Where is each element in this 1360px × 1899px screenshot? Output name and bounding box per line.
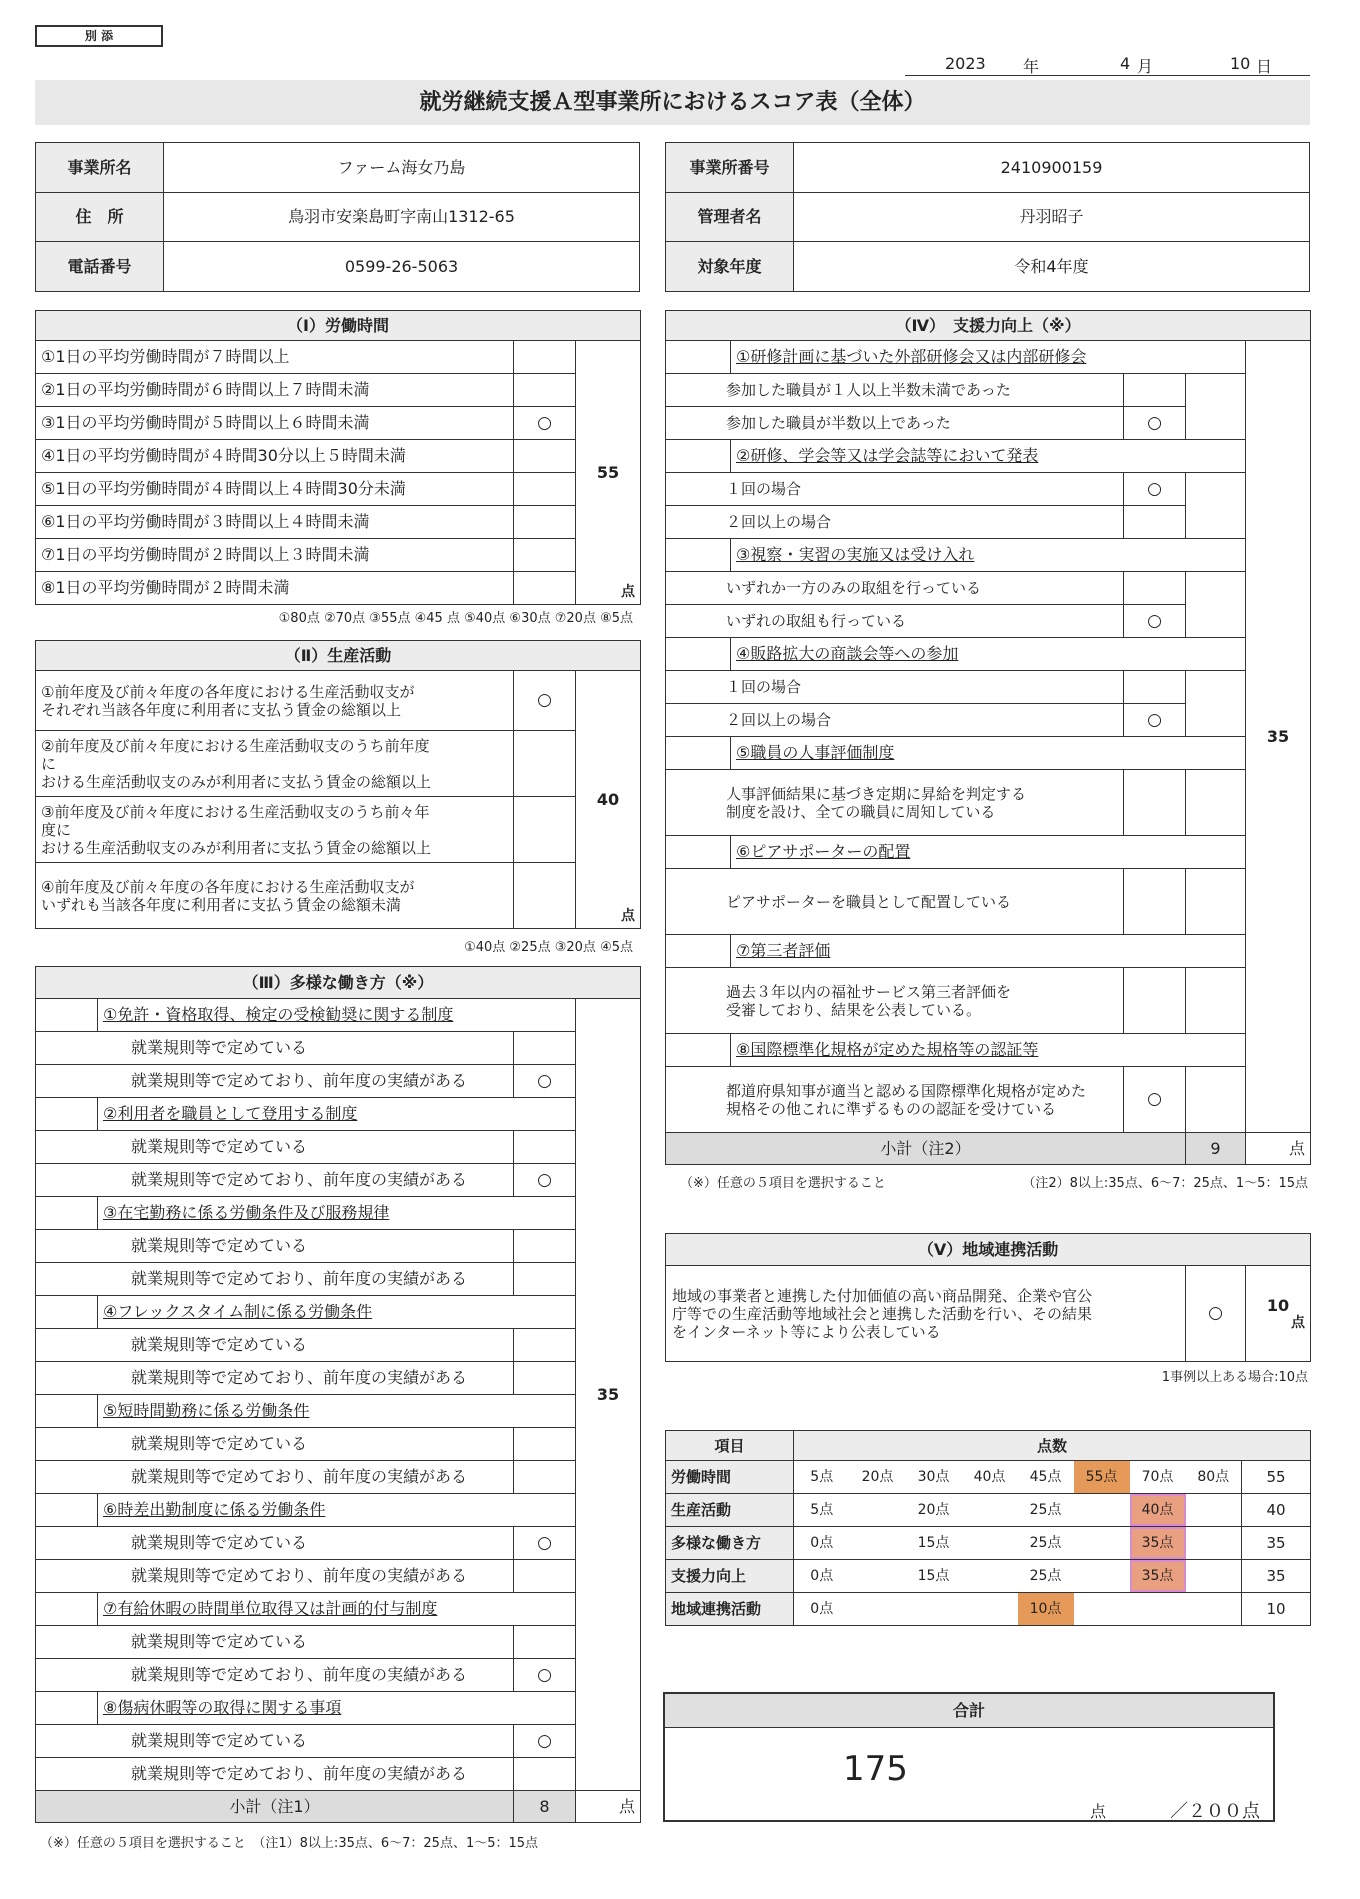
- list-item: [36, 1560, 641, 1593]
- criterion-text: 就業規則等で定めており、前年度の実績がある: [36, 1065, 514, 1098]
- summary-cell: [962, 1560, 1018, 1593]
- summary-total: 35: [1242, 1527, 1311, 1560]
- list-item: [666, 407, 1311, 440]
- summary-item-name: 労働時間: [666, 1461, 794, 1494]
- check-mark: [1124, 968, 1186, 1034]
- unit: 点: [1246, 1133, 1311, 1165]
- summary-cell: 25点: [1018, 1560, 1074, 1593]
- summary-cell: [962, 1527, 1018, 1560]
- summary-cell: 20点: [850, 1461, 906, 1494]
- list-item: [36, 341, 641, 374]
- criterion-text: 就業規則等で定めており、前年度の実績がある: [36, 1659, 514, 1692]
- summary-cell: 40点: [962, 1461, 1018, 1494]
- community-text: 地域の事業者と連携した付加価値の高い商品開発、企業や官公 庁等での生産活動等地域社会と連携した活動を行い、その結果 をインターネット等により公表している: [666, 1266, 1186, 1362]
- list-item: [36, 1527, 641, 1560]
- unit: 点: [576, 1791, 641, 1823]
- summary-cell: 35点: [1130, 1527, 1186, 1560]
- total-label: 合計: [665, 1694, 1273, 1728]
- check-mark: ○: [514, 1065, 576, 1098]
- subtotal-value: 9: [1186, 1133, 1246, 1165]
- blank-cell: [36, 1494, 98, 1527]
- summary-cell: [850, 1560, 906, 1593]
- criterion-text: ①1日の平均労働時間が７時間以上: [36, 341, 514, 374]
- criterion-text: １回の場合: [666, 671, 1124, 704]
- summary-total: 55: [1242, 1461, 1311, 1494]
- check-mark: [514, 440, 576, 473]
- list-item: [666, 1067, 1311, 1133]
- check-mark: [514, 506, 576, 539]
- criterion-text: 就業規則等で定めている: [36, 1032, 514, 1065]
- summary-cell: [1186, 1527, 1242, 1560]
- summary-cell: [906, 1593, 962, 1626]
- summary-total: 40: [1242, 1494, 1311, 1527]
- s3-note: （※）任意の５項目を選択すること （注1）8以上:35点、6〜7：25点、1〜5：15点: [40, 1836, 539, 1851]
- criterion-text: ⑤1日の平均労働時間が４時間以上４時間30分未満: [36, 473, 514, 506]
- check-mark: ○: [1124, 605, 1186, 638]
- score-cell: [1246, 341, 1311, 1133]
- s4-note1: （※）任意の５項目を選択すること: [680, 1176, 886, 1191]
- criterion-text: ピアサポーターを職員として配置している: [666, 869, 1124, 935]
- summary-item-name: 多様な働き方: [666, 1527, 794, 1560]
- summary-cell: 40点: [1130, 1494, 1186, 1527]
- s4-note2: （注2）8以上:35点、6〜7：25点、1〜5：15点: [1022, 1176, 1308, 1191]
- list-item: [36, 506, 641, 539]
- summary-cell: 0点: [794, 1560, 850, 1593]
- criterion-text: ③前年度及び前々年度における生産活動収支のうち前々年 度に おける生産活動収支のみが利用者に支払う賃金の総額以上: [36, 797, 514, 863]
- item-title: ⑤短時間勤務に係る労働条件: [98, 1395, 576, 1428]
- list-item: [666, 770, 1311, 836]
- section-title: （Ⅱ）生産活動: [36, 641, 641, 671]
- total-unit: 点: [1090, 1802, 1107, 1821]
- list-item: [36, 1164, 641, 1197]
- check-mark: ○: [514, 1659, 576, 1692]
- blank-cell: [666, 935, 731, 968]
- list-item: [666, 572, 1311, 605]
- check-mark: ○: [514, 1164, 576, 1197]
- check-mark: [514, 1263, 576, 1296]
- list-item: [36, 863, 641, 929]
- target-year: 令和4年度: [794, 242, 1310, 292]
- list-item: [36, 671, 641, 731]
- check-mark: [514, 863, 576, 929]
- list-item: [36, 1758, 641, 1791]
- item-title: ④フレックスタイム制に係る労働条件: [98, 1296, 576, 1329]
- criterion-text: 就業規則等で定めている: [36, 1725, 514, 1758]
- list-item: [36, 1032, 641, 1065]
- check-mark: [1124, 506, 1186, 539]
- summary-cell: 0点: [794, 1527, 850, 1560]
- office-number: 2410900159: [794, 143, 1310, 193]
- item-header: [666, 440, 1311, 473]
- criterion-text: ④前年度及び前々年度の各年度における生産活動収支が いずれも当該各年度に利用者に支払う賃金の総額未満: [36, 863, 514, 929]
- item-header: [666, 638, 1311, 671]
- summary-cell: 25点: [1018, 1494, 1074, 1527]
- summary-cell: [1186, 1593, 1242, 1626]
- check-mark: [514, 1230, 576, 1263]
- summary-cell: 5点: [794, 1494, 850, 1527]
- blank-cell: [36, 1692, 98, 1725]
- item-title: ⑦第三者評価: [731, 935, 1246, 968]
- date-day: 10: [1230, 54, 1251, 73]
- blank-cell: [666, 836, 731, 869]
- item-header: [36, 1098, 641, 1131]
- summary-cell: 25点: [1018, 1527, 1074, 1560]
- list-item: [666, 374, 1311, 407]
- item-title: ②利用者を職員として登用する制度: [98, 1098, 576, 1131]
- check-mark: [514, 572, 576, 605]
- section-title: （Ⅲ）多様な働き方（※）: [36, 967, 641, 999]
- item-title: ③視察・実習の実施又は受け入れ: [731, 539, 1246, 572]
- summary-cell: 45点: [1018, 1461, 1074, 1494]
- list-item: [36, 1659, 641, 1692]
- check-mark: [514, 341, 576, 374]
- list-item: [36, 407, 641, 440]
- list-item: [36, 1230, 641, 1263]
- subtotal-label: 小計（注1）: [36, 1791, 514, 1823]
- section-title: （Ⅰ）労働時間: [36, 311, 641, 341]
- section-community: （Ⅴ）地域連携活動 地域の事業者と連携した付加価値の高い商品開発、企業や官公 庁等での生産活動等地域社会と連携した活動を行い、その結果 をインターネット等により公表している ○ 10 点: [665, 1233, 1311, 1362]
- check-mark: ○: [1124, 407, 1186, 440]
- section-working-hours: [35, 310, 641, 605]
- summary-cell: 10点: [1018, 1593, 1074, 1626]
- check-mark: ○: [514, 1725, 576, 1758]
- attachment-badge: 別 添: [35, 25, 163, 47]
- check-mark: [1124, 572, 1186, 605]
- list-item: [36, 1461, 641, 1494]
- subtotal-row: [36, 1791, 641, 1823]
- item-header: [36, 1197, 641, 1230]
- criterion-text: 就業規則等で定めている: [36, 1329, 514, 1362]
- item-title: ⑥時差出勤制度に係る労働条件: [98, 1494, 576, 1527]
- section-score: 40: [596, 789, 620, 809]
- list-item: [36, 1626, 641, 1659]
- summary-cell: [850, 1494, 906, 1527]
- item-title: ⑦有給休暇の時間単位取得又は計画的付与制度: [98, 1593, 576, 1626]
- list-item: [36, 731, 641, 797]
- summary-cell: 0点: [794, 1593, 850, 1626]
- section-support-capacity: [665, 310, 1311, 1165]
- summary-cell: 15点: [906, 1560, 962, 1593]
- criterion-text: 過去３年以内の福祉サービス第三者評価を 受審しており、結果を公表している。: [666, 968, 1124, 1034]
- criterion-text: ２回以上の場合: [666, 506, 1124, 539]
- criterion-text: 就業規則等で定めており、前年度の実績がある: [36, 1362, 514, 1395]
- list-item: [36, 1131, 641, 1164]
- blank-cell: [36, 1593, 98, 1626]
- criterion-text: 参加した職員が半数以上であった: [666, 407, 1124, 440]
- item-header: [36, 1395, 641, 1428]
- score-cell: 40 点: [576, 671, 641, 929]
- summary-cell: [1186, 1494, 1242, 1527]
- check-mark: [514, 1461, 576, 1494]
- office-meta-table: 事業所番号 2410900159 管理者名 丹羽昭子 対象年度 令和4年度: [665, 142, 1310, 292]
- list-item: [666, 473, 1311, 506]
- blank-cell: [666, 737, 731, 770]
- blank-cell: [36, 1197, 98, 1230]
- blank-cell: [666, 1034, 731, 1067]
- date-month: 4: [1120, 54, 1131, 73]
- list-item: [36, 473, 641, 506]
- s1-note: ①80点 ②70点 ③55点 ④45 点 ⑤40点 ⑥30点 ⑦20点 ⑧5点: [278, 611, 633, 626]
- check-mark: [514, 374, 576, 407]
- item-title: ⑥ピアサポーターの配置: [731, 836, 1246, 869]
- item-header: [666, 341, 1311, 374]
- summary-item-name: 支援力向上: [666, 1560, 794, 1593]
- check-mark: [514, 539, 576, 572]
- item-title: ②研修、学会等又は学会誌等において発表: [731, 440, 1246, 473]
- office-name: ファーム海女乃島: [164, 143, 640, 193]
- summary-cell: [1074, 1527, 1130, 1560]
- item-header: [36, 999, 641, 1032]
- summary-header-score: 点数: [794, 1431, 1311, 1461]
- criterion-text: いずれか一方のみの取組を行っている: [666, 572, 1124, 605]
- summary-row: [666, 1527, 1311, 1560]
- blank-cell: [666, 440, 731, 473]
- criterion-text: ③1日の平均労働時間が５時間以上６時間未満: [36, 407, 514, 440]
- check-mark: [1124, 770, 1186, 836]
- section-score: 35: [1266, 726, 1290, 746]
- item-header: [666, 935, 1311, 968]
- total-max: ／２００点: [1170, 1801, 1260, 1822]
- list-item: [666, 506, 1311, 539]
- check-mark: [514, 1362, 576, 1395]
- item-header: [36, 1494, 641, 1527]
- item-title: ⑤職員の人事評価制度: [731, 737, 1246, 770]
- summary-cell: 15点: [906, 1527, 962, 1560]
- check-mark: ○: [1124, 473, 1186, 506]
- list-item: [36, 1065, 641, 1098]
- item-title: ①免許・資格取得、検定の受検勧奨に関する制度: [98, 999, 576, 1032]
- summary-cell: [850, 1527, 906, 1560]
- check-mark: [514, 1758, 576, 1791]
- item-header: [36, 1593, 641, 1626]
- summary-row: [666, 1560, 1311, 1593]
- subtotal-value: 8: [514, 1791, 576, 1823]
- summary-cell: [850, 1593, 906, 1626]
- total-value: 175: [843, 1749, 908, 1789]
- list-item: [666, 704, 1311, 737]
- summary-header-item: 項目: [666, 1431, 794, 1461]
- check-mark: [514, 473, 576, 506]
- subtotal-row: [666, 1133, 1311, 1165]
- blank-cell: [666, 539, 731, 572]
- list-item: [36, 1329, 641, 1362]
- criterion-text: ⑦1日の平均労働時間が２時間以上３時間未満: [36, 539, 514, 572]
- total-box: [663, 1692, 1275, 1822]
- score-summary-table: [665, 1430, 1311, 1626]
- item-title: ③在宅勤務に係る労働条件及び服務規律: [98, 1197, 576, 1230]
- list-item: [36, 1725, 641, 1758]
- check-mark: [1124, 671, 1186, 704]
- blank-cell: [36, 1098, 98, 1131]
- check-mark: ○: [514, 671, 576, 731]
- manager-name: 丹羽昭子: [794, 192, 1310, 242]
- summary-total: 35: [1242, 1560, 1311, 1593]
- list-item: [36, 440, 641, 473]
- score-cell: 55 点: [576, 341, 641, 605]
- summary-total: 10: [1242, 1593, 1311, 1626]
- criterion-text: ④1日の平均労働時間が４時間30分以上５時間未満: [36, 440, 514, 473]
- check-mark: ○: [514, 1527, 576, 1560]
- check-mark: [514, 1626, 576, 1659]
- score-cell: [576, 999, 641, 1791]
- summary-cell: [1074, 1494, 1130, 1527]
- item-header: [666, 836, 1311, 869]
- criterion-text: 就業規則等で定めており、前年度の実績がある: [36, 1164, 514, 1197]
- section-score: 55: [596, 462, 620, 482]
- office-tel: 0599-26-5063: [164, 242, 640, 292]
- check-mark: [514, 1131, 576, 1164]
- list-item: [666, 605, 1311, 638]
- section-score: 35: [596, 1384, 620, 1404]
- criterion-text: １回の場合: [666, 473, 1124, 506]
- summary-cell: 5点: [794, 1461, 850, 1494]
- criterion-text: 就業規則等で定めており、前年度の実績がある: [36, 1560, 514, 1593]
- criterion-text: 就業規則等で定めている: [36, 1230, 514, 1263]
- summary-cell: [962, 1593, 1018, 1626]
- item-title: ①研修計画に基づいた外部研修会又は内部研修会: [731, 341, 1246, 374]
- blank-cell: [666, 341, 731, 374]
- check-mark: [1124, 374, 1186, 407]
- page-title: 就労継続支援Ａ型事業所におけるスコア表（全体）: [35, 80, 1310, 125]
- item-header: [666, 1034, 1311, 1067]
- check-mark: [514, 731, 576, 797]
- date-line: 2023 年 4 月 10 日: [905, 52, 1310, 76]
- summary-cell: 20点: [906, 1494, 962, 1527]
- check-mark: [514, 1428, 576, 1461]
- list-item: [36, 1428, 641, 1461]
- s2-note: ①40点 ②25点 ③20点 ④5点: [464, 940, 633, 955]
- criterion-text: ⑥1日の平均労働時間が３時間以上４時間未満: [36, 506, 514, 539]
- criterion-text: ②1日の平均労働時間が６時間以上７時間未満: [36, 374, 514, 407]
- item-header: [666, 737, 1311, 770]
- list-item: [36, 572, 641, 605]
- criterion-text: いずれの取組も行っている: [666, 605, 1124, 638]
- section-diverse-work: [35, 966, 641, 1823]
- summary-cell: [962, 1494, 1018, 1527]
- criterion-text: 就業規則等で定めている: [36, 1626, 514, 1659]
- summary-row: [666, 1593, 1311, 1626]
- list-item: [36, 1263, 641, 1296]
- item-title: ⑧国際標準化規格が定めた規格等の認証等: [731, 1034, 1246, 1067]
- blank-cell: [36, 1296, 98, 1329]
- criterion-text: 人事評価結果に基づき定期に昇給を判定する 制度を設け、全ての職員に周知している: [666, 770, 1124, 836]
- list-item: [666, 671, 1311, 704]
- check-mark: [514, 1560, 576, 1593]
- summary-cell: 35点: [1130, 1560, 1186, 1593]
- summary-cell: 80点: [1186, 1461, 1242, 1494]
- summary-row: [666, 1461, 1311, 1494]
- criterion-text: 就業規則等で定めており、前年度の実績がある: [36, 1263, 514, 1296]
- check-mark: [1124, 869, 1186, 935]
- criterion-text: 都道府県知事が適当と認める国際標準化規格が定めた 規格その他これに準ずるものの認証を受けている: [666, 1067, 1124, 1133]
- criterion-text: 就業規則等で定めており、前年度の実績がある: [36, 1461, 514, 1494]
- criterion-text: 参加した職員が１人以上半数未満であった: [666, 374, 1124, 407]
- blank-cell: [666, 638, 731, 671]
- criterion-text: 就業規則等で定めており、前年度の実績がある: [36, 1758, 514, 1791]
- summary-item-name: 生産活動: [666, 1494, 794, 1527]
- check-mark: ○: [1124, 1067, 1186, 1133]
- check-mark: [514, 1329, 576, 1362]
- item-title: ④販路拡大の商談会等への参加: [731, 638, 1246, 671]
- subtotal-label: 小計（注2）: [666, 1133, 1186, 1165]
- criterion-text: ①前年度及び前々年度の各年度における生産活動収支が それぞれ当該各年度に利用者に支払う賃金の総額以上: [36, 671, 514, 731]
- summary-item-name: 地域連携活動: [666, 1593, 794, 1626]
- criterion-text: ２回以上の場合: [666, 704, 1124, 737]
- item-header: [36, 1692, 641, 1725]
- criterion-text: ⑧1日の平均労働時間が２時間未満: [36, 572, 514, 605]
- date-year: 2023: [945, 54, 986, 73]
- list-item: [666, 968, 1311, 1034]
- list-item: [36, 1362, 641, 1395]
- list-item: [36, 539, 641, 572]
- summary-cell: [1130, 1593, 1186, 1626]
- check-mark: ○: [1124, 704, 1186, 737]
- section-title: （Ⅳ） 支援力向上（※）: [666, 311, 1311, 341]
- criterion-text: 就業規則等で定めている: [36, 1527, 514, 1560]
- blank-cell: [36, 1395, 98, 1428]
- summary-row: [666, 1494, 1311, 1527]
- item-title: ⑧傷病休暇等の取得に関する事項: [98, 1692, 576, 1725]
- item-header: [666, 539, 1311, 572]
- summary-cell: [1186, 1560, 1242, 1593]
- office-info-table: 事業所名 ファーム海女乃島 住 所 鳥羽市安楽島町字南山1312-65 電話番号 0599-26-5063: [35, 142, 640, 292]
- community-score: 10: [1266, 1295, 1290, 1315]
- criterion-text: 就業規則等で定めている: [36, 1428, 514, 1461]
- list-item: [666, 869, 1311, 935]
- s5-note: 1事例以上ある場合:10点: [1161, 1370, 1308, 1385]
- check-mark: [514, 797, 576, 863]
- item-header: [36, 1296, 641, 1329]
- summary-cell: [1074, 1593, 1130, 1626]
- criterion-text: ②前年度及び前々年度における生産活動収支のうち前年度 に おける生産活動収支のみが利用者に支払う賃金の総額以上: [36, 731, 514, 797]
- summary-cell: [1074, 1560, 1130, 1593]
- list-item: [36, 797, 641, 863]
- criterion-text: 就業規則等で定めている: [36, 1131, 514, 1164]
- summary-cell: 55点: [1074, 1461, 1130, 1494]
- summary-cell: 70点: [1130, 1461, 1186, 1494]
- blank-cell: [36, 999, 98, 1032]
- section-title: （Ⅴ）地域連携活動: [666, 1234, 1311, 1266]
- office-address: 鳥羽市安楽島町字南山1312-65: [164, 192, 640, 242]
- list-item: [36, 374, 641, 407]
- check-mark: ○: [514, 407, 576, 440]
- summary-cell: 30点: [906, 1461, 962, 1494]
- section-production: [35, 640, 641, 929]
- check-mark: [514, 1032, 576, 1065]
- community-mark: ○: [1186, 1266, 1246, 1362]
